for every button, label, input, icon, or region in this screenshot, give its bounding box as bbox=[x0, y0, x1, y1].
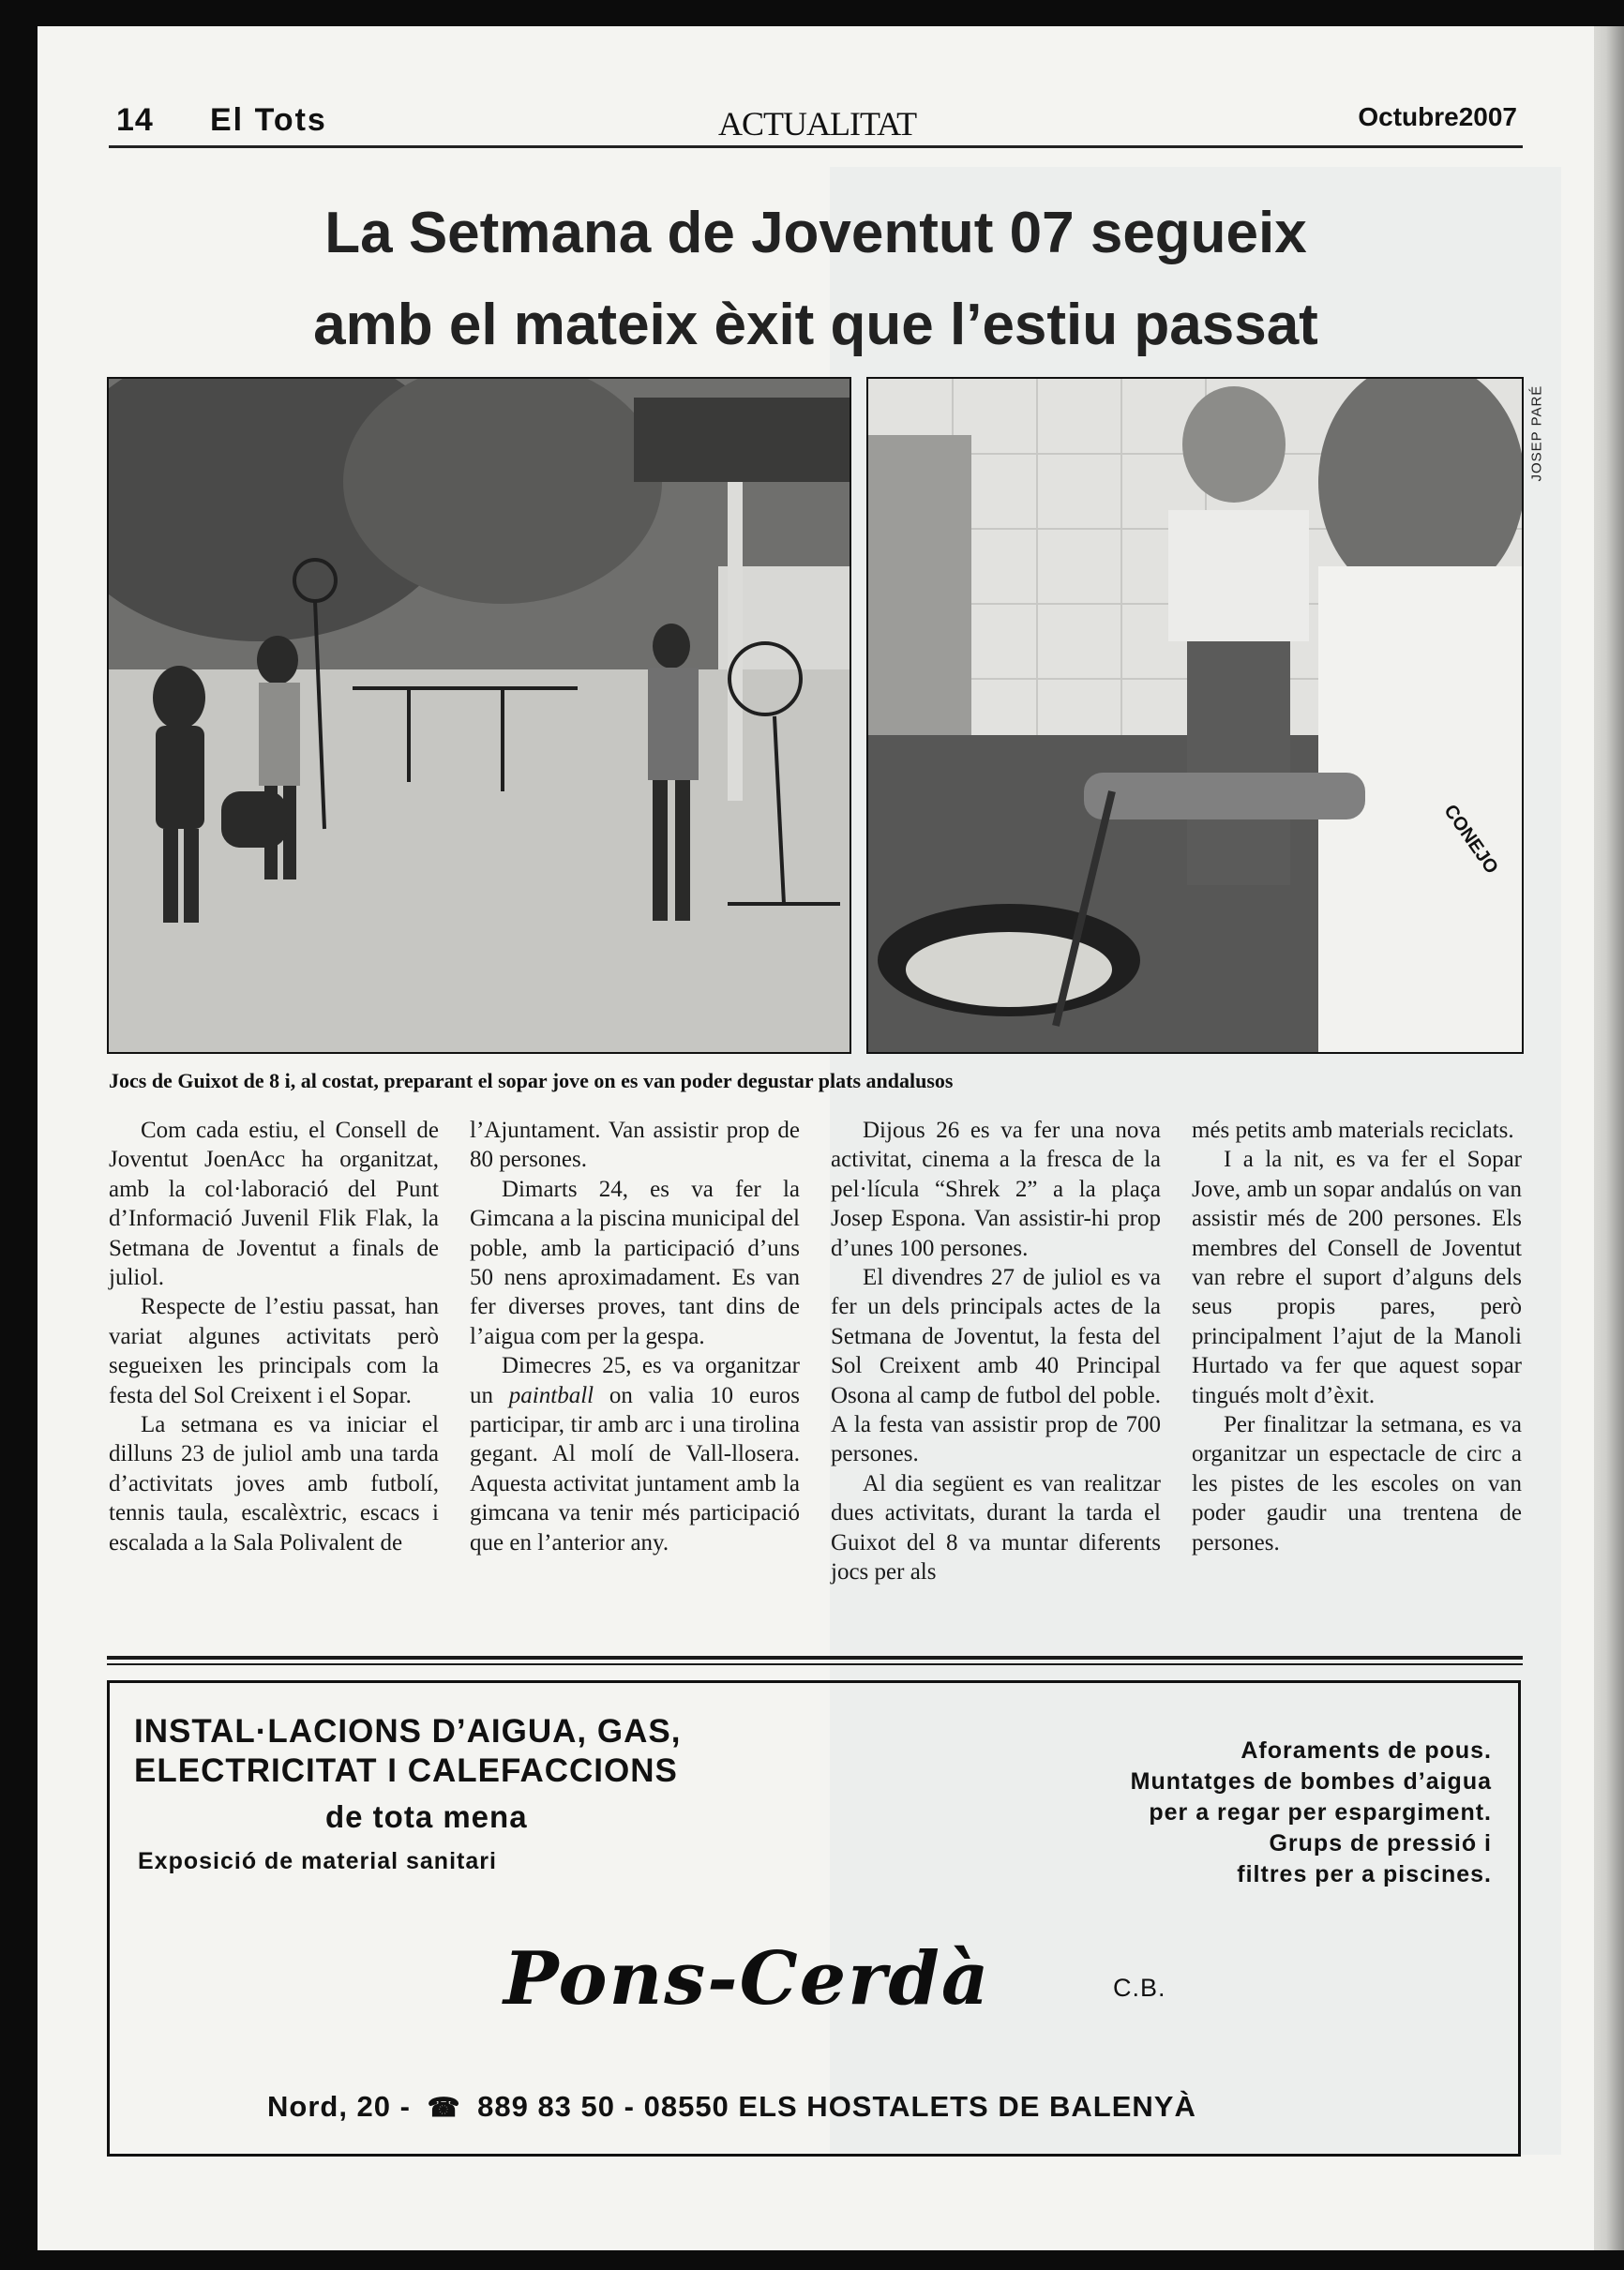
paragraph: Per finalitzar la setmana, es va organitzar un espectacle de circ a les pistes de les escoles on van poder gaudir una trentena de persones. bbox=[1192, 1412, 1522, 1556]
paragraph: La setmana es va iniciar el dilluns 23 de juliol amb una tarda d’activitats joves amb futbolí, tennis taula, escalèxtric, escacs i escalada a la Sala Polivalent de bbox=[109, 1412, 439, 1556]
divider-rule bbox=[107, 1656, 1523, 1660]
ad-service-item: Grups de pressió i bbox=[1269, 1830, 1492, 1857]
publication-name: El Tots bbox=[210, 102, 327, 138]
ad-street: Nord, 20 - bbox=[267, 2090, 411, 2123]
paragraph: Dijous 26 es va fer una nova activitat, cinema a la fresca de la pel·lícula “Shrek 2” a la plaça Josep Espona. Van assistir-hi prop d’unes 100 persones. bbox=[831, 1118, 1161, 1261]
page-header bbox=[109, 98, 1523, 148]
photo-outdoor-games-graphic bbox=[109, 379, 850, 1052]
photo-outdoor-games bbox=[107, 377, 851, 1054]
shirt-text: CONEJO bbox=[1439, 801, 1502, 879]
brand-logo: Pons-Cerdà bbox=[504, 1936, 991, 2022]
ad-service-item: filtres per a piscines. bbox=[1237, 1861, 1492, 1887]
emphasis-paintball: paintball bbox=[508, 1382, 594, 1408]
ad-services-line-3: de tota mena bbox=[325, 1799, 528, 1834]
section-title: ACTUALITAT bbox=[718, 105, 917, 143]
paragraph: El divendres 27 de juliol es va fer un dels principals actes de la Setmana de Joventut, la festa del Sol Creixent amb 40 Principal Osona al camp de futbol del poble. A la festa van assistir prop de 700 persones. bbox=[831, 1265, 1161, 1467]
paragraph: Dimarts 24, es va fer la Gimcana a la piscina municipal del poble, amb la participació d’uns 50 nens aproximadament. Es van fer diverses proves, tant dins de l’aigua com per la gespa. bbox=[470, 1176, 800, 1349]
ad-phone: 889 83 50 bbox=[477, 2090, 616, 2123]
issue-date: Octubre2007 bbox=[1358, 102, 1517, 131]
ad-service-item: Aforaments de pous. bbox=[1241, 1737, 1492, 1764]
ad-services-line-2: ELECTRICITAT I CALEFACCIONS bbox=[134, 1752, 678, 1789]
ad-exhibition-line: Exposició de material sanitari bbox=[138, 1848, 497, 1874]
ad-service-item: per a regar per espargiment. bbox=[1149, 1799, 1492, 1826]
article-column-1 bbox=[109, 1116, 439, 1641]
headline-line-2: amb el mateix èxit que l’estiu passat bbox=[313, 293, 1318, 357]
page-number: 14 bbox=[116, 102, 154, 138]
phone-icon: ☎ bbox=[427, 2093, 461, 2122]
paragraph-continued: l’Ajuntament. Van assistir prop de 80 persones. bbox=[470, 1118, 800, 1173]
photo-caption: Jocs de Guixot de 8 i, al costat, preparant el sopar jove on es van poder degustar plats andalusos bbox=[109, 1069, 954, 1092]
newspaper-page bbox=[38, 26, 1594, 2250]
page-edge bbox=[1594, 26, 1624, 2250]
paragraph-continued: més petits amb materials reciclats. bbox=[1192, 1118, 1514, 1143]
paragraph: Dimecres 25, es va organitzar un paintball on valia 10 euros participar, tir amb arc i una tirolina gegant. Al molí de Vall-llosera. Aquesta activitat juntament amb la gimcana va tenir més participació que en l’anterior any. bbox=[470, 1353, 801, 1556]
headline-line-1: La Setmana de Joventut 07 segueix bbox=[324, 201, 1307, 265]
photo-kitchen-graphic bbox=[868, 379, 1522, 1052]
divider-rule bbox=[107, 1663, 1523, 1665]
paragraph: I a la nit, es va fer el Sopar Jove, amb un sopar andalús on van assistir més de 200 persones. Els membres del Consell de Joventut van rebre el suport d’alguns dels seus propis pares, però principalment l’ajut de la Manoli Hurtado va fer que aquest sopar tingués molt d’èxit. bbox=[1192, 1147, 1522, 1408]
ad-services-line-1: INSTAL·LACIONS D’AIGUA, GAS, bbox=[134, 1713, 682, 1750]
ad-service-item: Muntatges de bombes d’aigua bbox=[1130, 1768, 1492, 1795]
photo-kitchen bbox=[866, 377, 1524, 1054]
ad-town: - 08550 ELS HOSTALETS DE BALENYÀ bbox=[624, 2090, 1196, 2123]
brand-suffix: C.B. bbox=[1113, 1974, 1166, 2002]
paragraph: Al dia següent es van realitzar dues activitats, durant la tarda el Guixot del 8 va muntar diferents jocs per als bbox=[831, 1470, 1161, 1586]
paragraph: Com cada estiu, el Consell de Joventut JoenAcc ha organitzat, amb la col·laboració del Punt d’Informació Juvenil Flik Flak, la Setmana de Joventut a finals de juliol. bbox=[109, 1118, 439, 1291]
article-column-4 bbox=[1192, 1116, 1522, 1641]
article-column-3 bbox=[831, 1116, 1161, 1641]
ad-services-list bbox=[1131, 1736, 1492, 1890]
paragraph: Respecte de l’estiu passat, han variat algunes activitats però segueixen les principals com la festa del Sol Creixent i el Sopar. bbox=[109, 1294, 439, 1408]
headline bbox=[109, 188, 1523, 371]
advertisement bbox=[107, 1680, 1521, 2157]
article-column-2 bbox=[470, 1116, 800, 1641]
article-body bbox=[109, 1116, 1523, 1633]
ad-contact-line bbox=[267, 2090, 1196, 2124]
photo-credit: JOSEP PARÉ bbox=[1528, 384, 1545, 482]
